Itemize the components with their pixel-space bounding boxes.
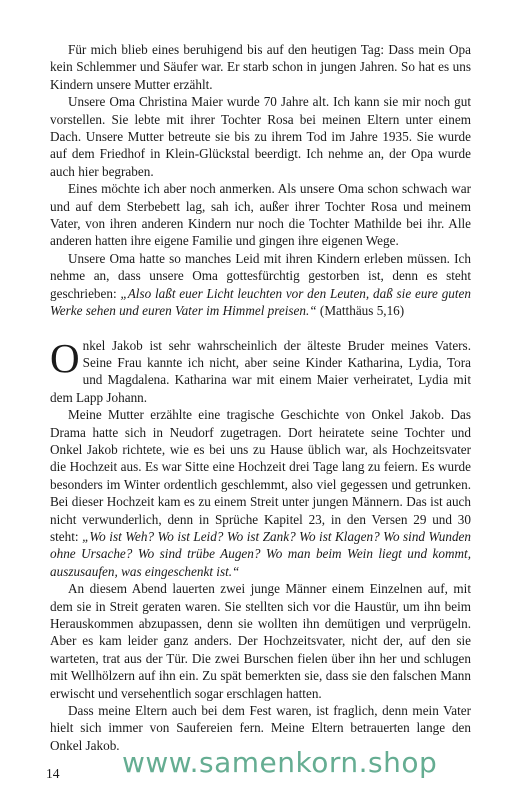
- paragraph-text: Für mich blieb eines beruhigend bis auf den heutigen Tag: Dass mein Opa kein Schlemmer und Säufer war. Er starb schon in jungen Jahren. So hat es uns Kindern unsere Mutter erzählt.: [50, 42, 471, 92]
- paragraph-tragische-geschichte: [50, 406, 471, 580]
- bible-quote: „Also laßt euer Licht leuchten vor den Leuten, daß sie eure guten Werke sehen und euren Vater im Himmel preisen.“: [50, 285, 471, 319]
- drop-cap: O: [50, 334, 80, 381]
- watermark-logo: www.samenkorn.shop: [122, 746, 438, 779]
- page-number: 14: [46, 766, 60, 781]
- paragraph-leid: [50, 250, 471, 320]
- paragraph-text: Unsere Oma Christina Maier wurde 70 Jahre alt. Ich kann sie mir noch gut vorstellen. Sie lebte mit ihrer Tochter Rosa bei meinen Eltern unter einem Dach. Unsere Mutter betreute sie bis zu ihrem Tod im Jahre 1935. Sie wurde auf dem Friedhof in Klein-Glückstal beerdigt. Ich nehme an, der Opa wurde auch hier begraben.: [50, 94, 471, 179]
- bible-reference: (Matthäus 5,16): [316, 303, 405, 319]
- page-body: [50, 41, 471, 754]
- paragraph-sterbebett: [50, 180, 471, 250]
- paragraph-text: Meine Mutter erzählte eine tragische Geschichte von Onkel Jakob. Das Drama hatte sich in Neudorf zugetragen. Dort heiratete seine Tochter und Onkel Jakob richtete, wie es bei uns zu Hause üblich war, als Hochzeitsvater die Hochzeit aus. Es war Sitte eine Hochzeit drei Tage lang zu feiern. Es wurde besonders im Winter ordentlich geschlemmt, also viel gegessen und getrunken. Bei dieser Hochzeit kam es zu einem Streit unter jungen Männern. Das ist auch nicht verwunderlich, denn in Sprüche Kapitel 23, in den Versen 29 und 30 steht:: [50, 407, 471, 544]
- paragraph-text: Unsere Oma hatte so manches Leid mit ihren Kindern erleben müssen. Ich nehme an, dass unsere Oma gottesfürchtig gestorben ist, denn es steht geschrieben:: [50, 250, 471, 301]
- bible-quote: „Wo ist Weh? Wo ist Leid? Wo ist Zank? Wo ist Klagen? Wo sind Wunden ohne Ursache? Wo sind trübe Augen? Wo man beim Wein liegt und kommt, auszusaufen, was eingeschenkt ist.“: [50, 528, 471, 579]
- paragraph-text: An diesem Abend lauerten zwei junge Männer einem Einzelnen auf, mit dem sie in Streit geraten waren. Sie stellten sich vor die Haustür, um ihn beim Herauskommen abzupassen, denn sie wollten ihn demütigen und verprügeln. Aber es kam leider ganz anders. Der Hochzeitsvater, nicht der, auf den sie warteten, trat aus der Tür. Die zwei Burschen fielen über ihn her und schlugen mit Wellhölzern auf ihn ein. Zu spät bemerkten sie, dass sie den falschen Mann erwischt und versehentlich sogar erschlagen hatten.: [50, 581, 471, 701]
- paragraph-opa: [50, 41, 471, 93]
- paragraph-onkel-jakob: [50, 334, 471, 407]
- paragraph-text: Dass meine Eltern auch bei dem Fest waren, ist fraglich, denn mein Vater hielt sich immer von Saufereien fern. Meine Eltern betrauerten lange den Onkel Jakob.: [50, 703, 471, 753]
- paragraph-text: Eines möchte ich aber noch anmerken. Als unsere Oma schon schwach war und auf dem Sterbebett lag, sah ich, außer ihrer Tochter Rosa und meinem Vater, von ihren anderen Kindern nur noch die Tochter Mathilde bei ihr. Alle anderen hatten ihre eigene Familie und gingen ihre eigenen Wege.: [50, 181, 471, 249]
- paragraph-abend: [50, 580, 471, 702]
- paragraph-oma-christina: [50, 93, 471, 180]
- paragraph-text: nkel Jakob ist sehr wahrscheinlich der älteste Bruder meines Vaters. Seine Frau kannte ich nicht, aber seine Kinder Katharina, Lydia, Tora und Magdalena. Katharina war mit einem Maier verheiratet, Lydia mit dem Lapp Johann.: [50, 337, 471, 405]
